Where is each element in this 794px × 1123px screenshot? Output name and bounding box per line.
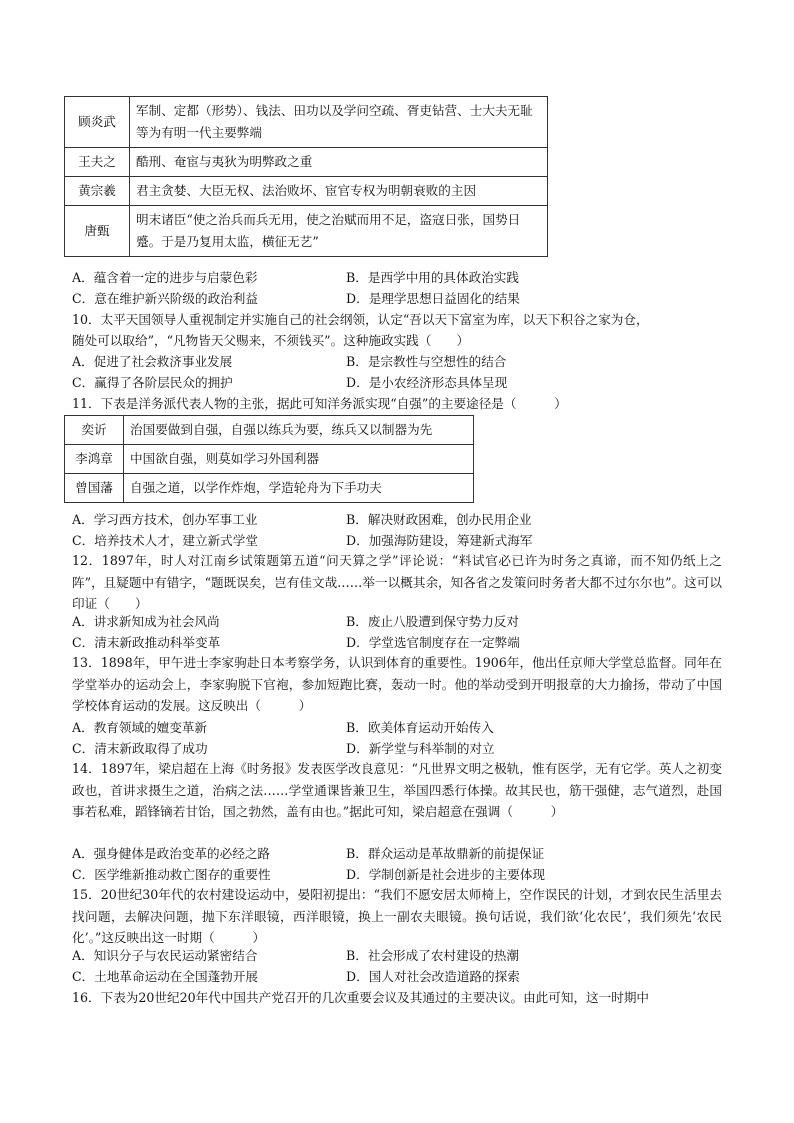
figure-view: 治国要做到自强，自强以练兵为要，练兵又以制器为先 bbox=[124, 416, 474, 445]
q16-stem: 16．下表为20世纪20年代中国共产党召开的几次重要会议及其通过的主要决议。由此可知，这一时期中 bbox=[72, 990, 650, 1005]
q13-option-a: A．教育领域的嬗变革新 bbox=[72, 720, 208, 735]
q15-stem: 15．20世纪30年代的农村建设运动中，晏阳初提出：“我们不愿安居太师椅上，空作误民的计划，才到农民生活里去找问题，去解决问题，抛下东洋眼镜，西洋眼镜，换上一副农夫眼镜。换句话说，我们欲‘化农民’，我们须先‘农民化’。”这反映出这一时期（ ） bbox=[72, 887, 722, 945]
q10-option-b: B．是宗教性与空想性的结合 bbox=[346, 354, 507, 369]
q9-option-d: D．是理学思想日益固化的结果 bbox=[346, 291, 520, 306]
table-row bbox=[65, 206, 548, 257]
q14-stem: 14．1897年，梁启超在上海《时务报》发表医学改良意见：“凡世界文明之极轨，惟有医学，无有它学。英人之初变政也，首讲求摄生之道，治病之法……学堂通课皆兼卫生，举国四悉行体操。故其民也，筋干强健，志气道烈，赴国事若私难，蹈锋镝若甘饴，国之勃然，盖有由也。”据此可知，梁启超意在强调（ ） bbox=[72, 761, 722, 819]
q11-stem: 11．下表是洋务派代表人物的主张，据此可知洋务派实现“自强”的主要途径是（ ） bbox=[72, 396, 567, 411]
q11-option-b: B．解决财政困难，创办民用企业 bbox=[346, 512, 532, 527]
yangwu-table bbox=[64, 415, 474, 503]
q13-stem: 13．1898年，甲午进士李家驹赴日本考察学务，认识到体育的重要性。1906年，他出任京师大学堂总监督。同年在学堂举办的运动会上，李家驹脱下官袍，参加短跑比赛，轰动一时。他的举动受到开明报章的大力揄扬，带动了中国学校体育运动的发展。这反映出（ ） bbox=[72, 655, 722, 713]
q13-option-d: D．新学堂与科举制的对立 bbox=[346, 741, 495, 756]
q15-option-c: C．土地革命运动在全国蓬勃开展 bbox=[72, 969, 258, 984]
q10-option-d: D．是小农经济形态具体呈现 bbox=[346, 375, 508, 390]
q10-stem-line1: 10．太平天国领导人重视制定并实施自己的社会纲领，认定“吾以天下富室为库，以天下积谷之家为仓， bbox=[72, 312, 649, 327]
figure-name: 李鸿章 bbox=[65, 445, 124, 474]
q11-option-c: C．培养技术人才，建立新式学堂 bbox=[72, 533, 258, 548]
q13-option-b: B．欧美体育运动开始传入 bbox=[346, 720, 494, 735]
q12-option-d: D．学堂选官制度存在一定弊端 bbox=[346, 635, 520, 650]
figure-name: 曾国藩 bbox=[65, 474, 124, 503]
thinker-view: 君主贪婪、大臣无权、法治败坏、宦官专权为明朝衰败的主因 bbox=[130, 177, 548, 206]
thinkers-table bbox=[64, 96, 548, 257]
q9-option-a: A．蕴含着一定的进步与启蒙色彩 bbox=[72, 270, 258, 285]
q12-option-a: A．讲求新知成为社会风尚 bbox=[72, 614, 220, 629]
thinker-name: 唐甄 bbox=[65, 206, 130, 257]
thinker-name: 顾炎武 bbox=[65, 97, 130, 148]
q10-option-a: A．促进了社会救济事业发展 bbox=[72, 354, 233, 369]
table-row bbox=[65, 474, 474, 503]
q10-stem-line2: 随处可以取给”，“凡物皆天父赐来，不须钱买”。这种施政实践（ ） bbox=[72, 333, 470, 348]
q10-option-c: C．赢得了各阶层民众的拥护 bbox=[72, 375, 233, 390]
q12-option-b: B．废止八股遭到保守势力反对 bbox=[346, 614, 519, 629]
q11-option-d: D．加强海防建设，筹建新式海军 bbox=[346, 533, 533, 548]
q12-option-c: C．清末新政推动科举变革 bbox=[72, 635, 221, 650]
q11-option-a: A．学习西方技术，创办军事工业 bbox=[72, 512, 258, 527]
table-row bbox=[65, 416, 474, 445]
thinker-name: 黄宗羲 bbox=[65, 177, 130, 206]
q9-option-b: B．是西学中用的具体政治实践 bbox=[346, 270, 519, 285]
q13-option-c: C．清末新政取得了成功 bbox=[72, 741, 208, 756]
q12-stem: 12．1897年，时人对江南乡试策题第五道“问天算之学”评论说：“料试官必已许为时务之真谛，而不知仍纸上之阵”，且疑题中有错字，“题既误矣，岂有佳文哉……举一以概其余，知各省之发策问时务者大都不过尔尔也”。这可以印证（ ） bbox=[72, 553, 722, 611]
figure-view: 自强之道，以学作炸炮，学造轮舟为下手功夫 bbox=[124, 474, 474, 503]
q9-option-c: C．意在维护新兴阶级的政治利益 bbox=[72, 291, 258, 306]
figure-name: 奕䜣 bbox=[65, 416, 124, 445]
table-row bbox=[65, 97, 548, 148]
thinker-view: 军制、定都（形势）、钱法、田功以及学问空疏、胥吏钻营、士大夫无耻等为有明一代主要弊端 bbox=[130, 97, 548, 148]
table-row bbox=[65, 445, 474, 474]
q15-option-b: B．社会形成了农村建设的热潮 bbox=[346, 948, 519, 963]
q14-option-a: A．强身健体是政治变革的必经之路 bbox=[72, 846, 271, 861]
q14-option-c: C．医学维新推动救亡图存的重要性 bbox=[72, 867, 271, 882]
table-row bbox=[65, 177, 548, 206]
thinker-view: 酷刑、奄宦与夷狄为明弊政之重 bbox=[130, 148, 548, 177]
q14-option-d: D．学制创新是社会进步的主要体现 bbox=[346, 867, 546, 882]
thinker-name: 王夫之 bbox=[65, 148, 130, 177]
q14-option-b: B．群众运动是革故鼎新的前提保证 bbox=[346, 846, 545, 861]
figure-view: 中国欲自强，则莫如学习外国利器 bbox=[124, 445, 474, 474]
thinker-view: 明末诸臣“使之治兵而兵无用，使之治赋而用不足，盗寇日张，国势日蹙。于是乃复用太监，横征无艺” bbox=[130, 206, 548, 257]
table-row bbox=[65, 148, 548, 177]
q15-option-d: D．国人对社会改造道路的探索 bbox=[346, 969, 520, 984]
q15-option-a: A．知识分子与农民运动紧密结合 bbox=[72, 948, 258, 963]
